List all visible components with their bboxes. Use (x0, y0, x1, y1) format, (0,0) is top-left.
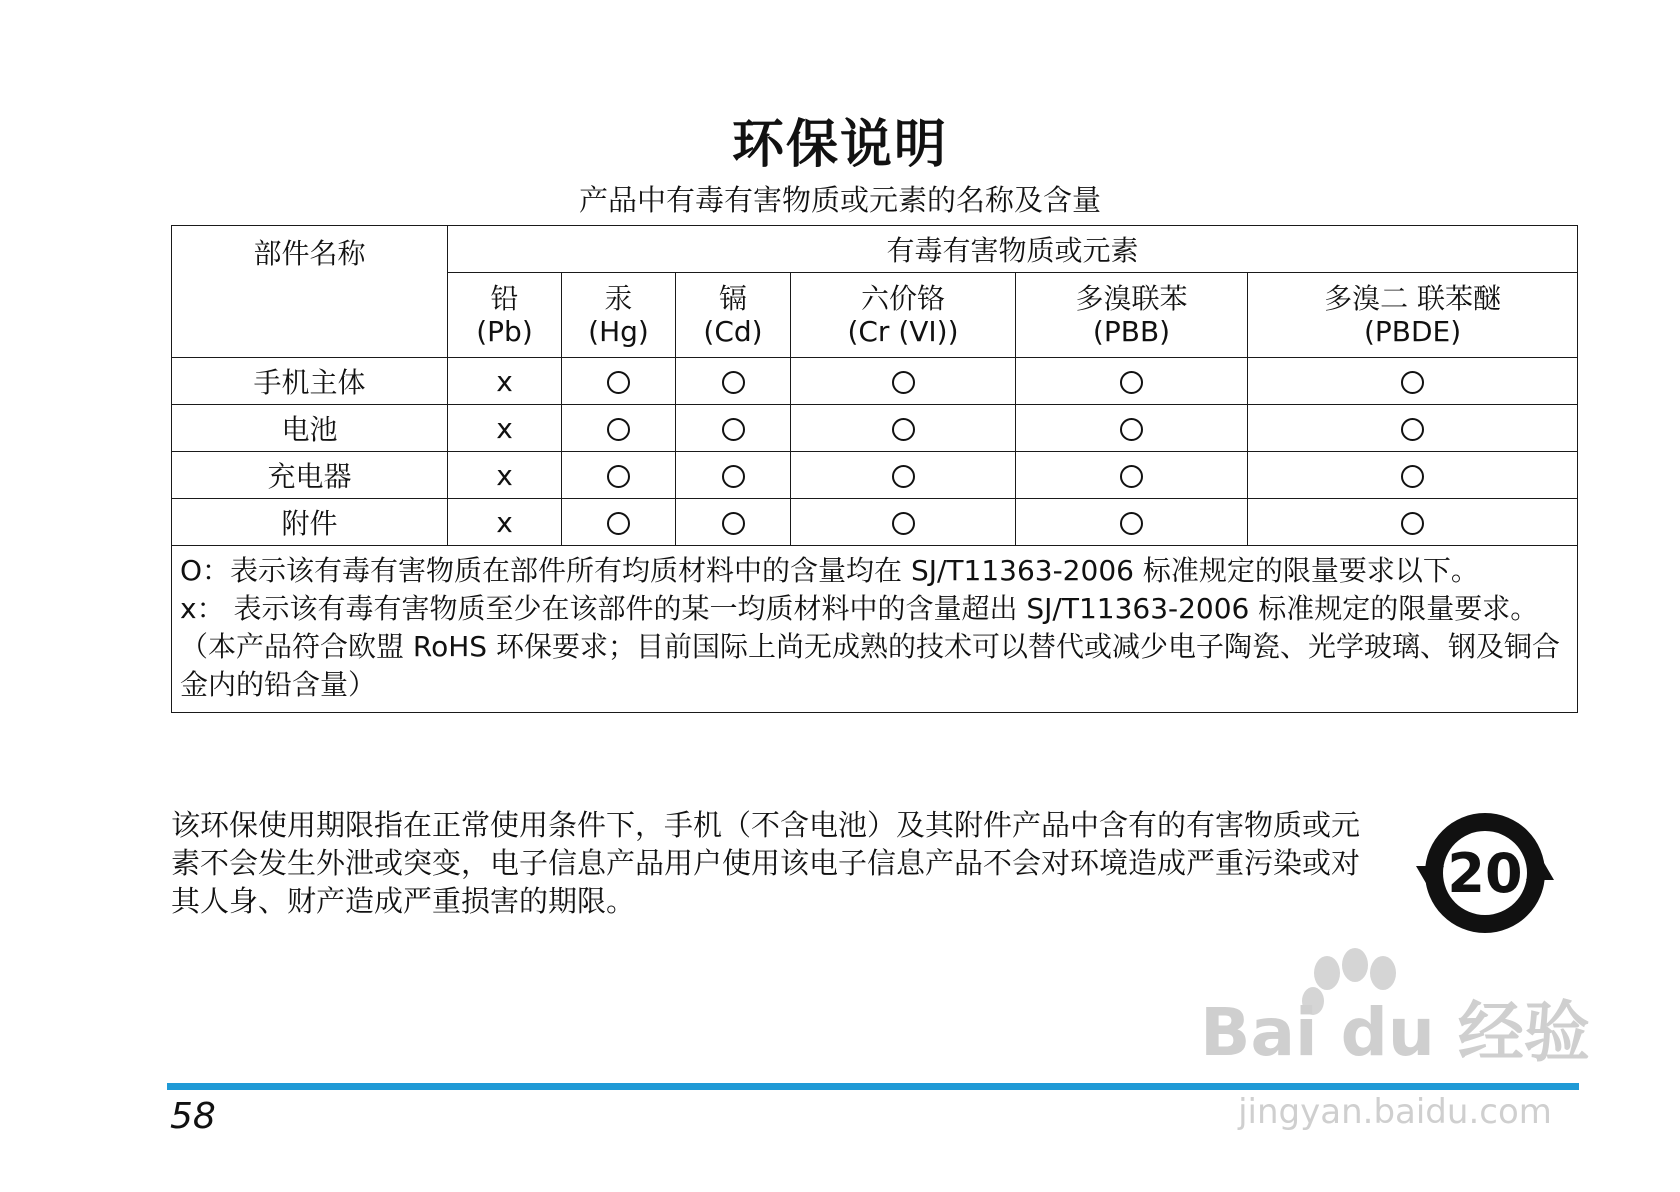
substance-mark-cell (562, 405, 676, 452)
substance-header-pbde (1248, 273, 1578, 358)
substance-mark-cell (1248, 405, 1578, 452)
environmental-period-statement: 该环保使用期限指在正常使用条件下，手机（不含电池）及其附件产品中含有的有害物质或元素不会发生外泄或突变，电子信息产品用户使用该电子信息产品不会对环境造成严重污染或对其人身、财产造成严重损害的期限。 (171, 808, 1361, 918)
circle-mark-icon (722, 418, 745, 441)
table-notes (172, 546, 1578, 713)
circle-mark-icon (892, 418, 915, 441)
substance-mark-cell (1016, 358, 1248, 405)
substance-symbol: (Cd) (703, 315, 763, 348)
circle-mark-icon (1401, 371, 1424, 394)
circle-mark-icon (607, 418, 630, 441)
table-row (172, 499, 1578, 546)
x-mark: x (496, 458, 513, 492)
part-name-cell: 电池 (172, 405, 448, 452)
x-mark: x (496, 364, 513, 398)
substance-name: 汞 (604, 282, 633, 315)
table-caption: 产品中有毒有害物质或元素的名称及含量 (578, 183, 1101, 217)
substance-symbol: (PBDE) (1363, 315, 1462, 348)
substance-mark-cell (791, 358, 1016, 405)
circle-mark-icon (1120, 465, 1143, 488)
footer-rule (167, 1083, 1579, 1090)
substance-name: 多溴二 联苯醚 (1324, 282, 1501, 315)
substance-mark-cell (448, 452, 562, 499)
substance-mark-cell (676, 358, 791, 405)
circle-mark-icon (1401, 418, 1424, 441)
part-name-header: 部件名称 (172, 226, 448, 358)
watermark-brand: Bai du 经验 (1200, 994, 1590, 1071)
table-body (172, 358, 1578, 546)
substance-group-header: 有毒有害物质或元素 (448, 226, 1578, 273)
substance-name: 多溴联苯 (1075, 282, 1188, 315)
substance-mark-cell (676, 452, 791, 499)
logo-number: 20 (1447, 842, 1523, 905)
substance-mark-cell (791, 405, 1016, 452)
page-title: 环保说明 (731, 115, 948, 175)
substance-symbol: (Pb) (476, 315, 533, 348)
substance-name: 镉 (718, 282, 747, 315)
substance-mark-cell (1248, 499, 1578, 546)
substance-mark-cell (1248, 452, 1578, 499)
substance-mark-cell (448, 358, 562, 405)
circle-mark-icon (722, 512, 745, 535)
table-row (172, 405, 1578, 452)
circle-mark-icon (1401, 512, 1424, 535)
circle-mark-icon (722, 465, 745, 488)
epup-20-year-logo-icon (1410, 808, 1560, 938)
substance-mark-cell (562, 499, 676, 546)
substance-symbol: (Hg) (588, 315, 649, 348)
substance-mark-cell (448, 405, 562, 452)
note-rohs: （本产品符合欧盟 RoHS 环保要求；目前国际上尚无成熟的技术可以替代或减少电子陶瓷、光学玻璃、钢及铜合金内的铅含量） (180, 630, 1560, 701)
substance-mark-cell (1016, 499, 1248, 546)
substance-header-cr6 (791, 273, 1016, 358)
substance-mark-cell (1016, 405, 1248, 452)
circle-mark-icon (1120, 418, 1143, 441)
part-name-cell: 附件 (172, 499, 448, 546)
table-row (172, 358, 1578, 405)
table-row (172, 452, 1578, 499)
substance-mark-cell (791, 499, 1016, 546)
hazardous-substance-table (171, 225, 1578, 713)
note-o-meaning: O：表示该有毒有害物质在部件所有均质材料中的含量均在 SJ/T11363-2006 标准规定的限量要求以下。 (180, 554, 1479, 587)
substance-mark-cell (676, 405, 791, 452)
circle-mark-icon (892, 512, 915, 535)
circle-mark-icon (892, 465, 915, 488)
substance-mark-cell (1016, 452, 1248, 499)
substance-header-hg (562, 273, 676, 358)
part-name-cell: 手机主体 (172, 358, 448, 405)
substance-mark-cell (562, 358, 676, 405)
substance-mark-cell (791, 452, 1016, 499)
circle-mark-icon (1401, 465, 1424, 488)
substance-mark-cell (1248, 358, 1578, 405)
circle-mark-icon (1120, 371, 1143, 394)
substance-header-cd (676, 273, 791, 358)
circle-mark-icon (892, 371, 915, 394)
page-number: 58 (170, 1096, 216, 1137)
substance-name: 铅 (490, 282, 519, 315)
part-name-cell: 充电器 (172, 452, 448, 499)
substance-header-pb (448, 273, 562, 358)
circle-mark-icon (607, 465, 630, 488)
substance-name: 六价铬 (860, 282, 945, 315)
x-mark: x (496, 411, 513, 445)
circle-mark-icon (722, 371, 745, 394)
substance-mark-cell (676, 499, 791, 546)
watermark-url: jingyan.baidu.com (1238, 1092, 1552, 1132)
substance-mark-cell (448, 499, 562, 546)
circle-mark-icon (607, 512, 630, 535)
circle-mark-icon (1120, 512, 1143, 535)
substance-symbol: (Cr (VI)) (847, 315, 959, 348)
substance-header-pbb (1016, 273, 1248, 358)
x-mark: x (496, 505, 513, 539)
note-x-meaning: x： 表示该有毒有害物质至少在该部件的某一均质材料中的含量超出 SJ/T11363-2006 标准规定的限量要求。 (180, 592, 1539, 625)
circle-mark-icon (607, 371, 630, 394)
substance-symbol: (PBB) (1092, 315, 1171, 348)
substance-mark-cell (562, 452, 676, 499)
baidu-jingyan-watermark-icon (1195, 945, 1595, 1145)
